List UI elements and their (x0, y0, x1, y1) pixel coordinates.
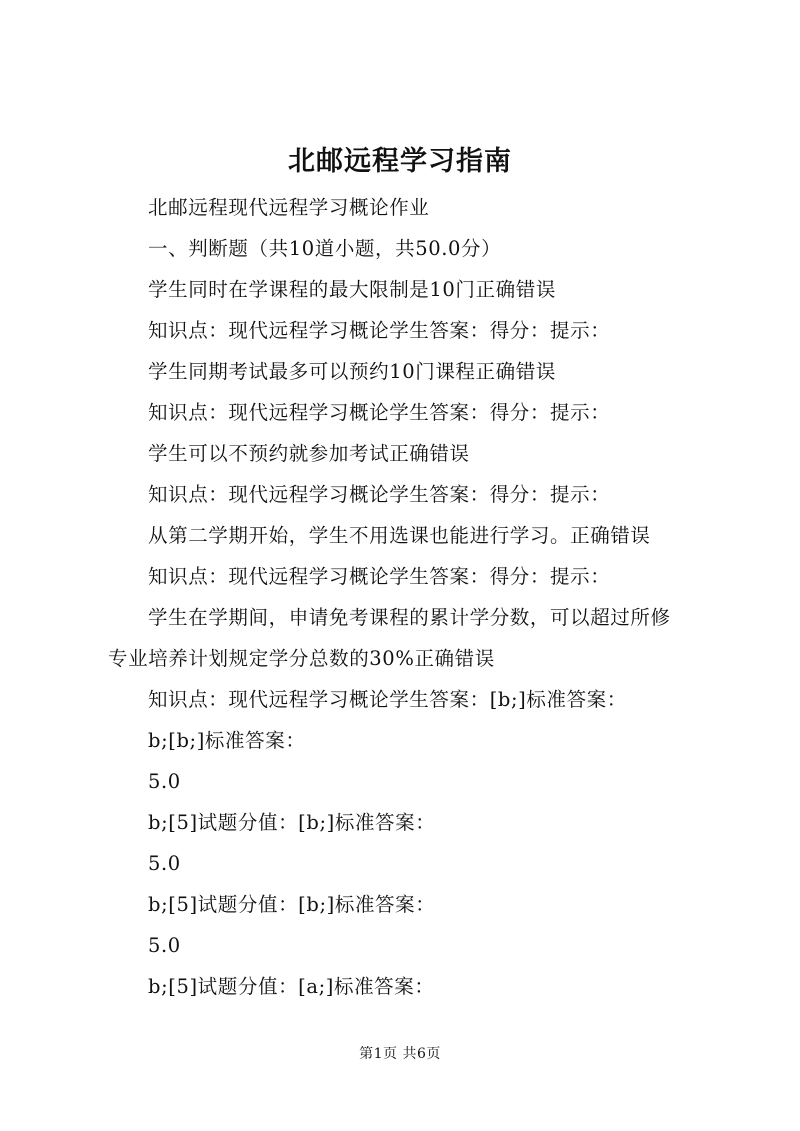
paragraph-line: 从第二学期开始，学生不用选课也能进行学习。正确错误 (148, 524, 651, 547)
page-footer: 第1页 共6页 (359, 1046, 441, 1062)
paragraph-line: 学生同期考试最多可以预约10门课程正确错误 (148, 360, 556, 383)
paragraph-line: 知识点：现代远程学习概论学生答案：得分：提示： (148, 319, 611, 342)
paragraph-line: b;[5]试题分值：[b;]标准答案： (148, 811, 436, 834)
paragraph-line: 5.0 (148, 934, 181, 957)
paragraph-line: 知识点：现代远程学习概论学生答案：得分：提示： (148, 401, 611, 424)
paragraph-line: 知识点：现代远程学习概论学生答案：[b;]标准答案： (148, 688, 627, 711)
paragraph-line: 5.0 (148, 852, 181, 875)
paragraph-line: 知识点：现代远程学习概论学生答案：得分：提示： (148, 483, 611, 506)
paragraph-line: 知识点：现代远程学习概论学生答案：得分：提示： (148, 565, 611, 588)
paragraph-line: 学生同时在学课程的最大限制是10门正确错误 (148, 278, 556, 301)
paragraph-line: 专业培养计划规定学分总数的30%正确错误 (108, 647, 495, 670)
paragraph-line: 北邮远程现代远程学习概论作业 (148, 196, 430, 219)
paragraph-line: 5.0 (148, 770, 181, 793)
paragraph-line: b;[5]试题分值：[a;]标准答案： (148, 975, 435, 998)
paragraph-line: b;[b;]标准答案： (148, 729, 306, 752)
paragraph-line: 一、判断题（共10道小题，共50.0分） (148, 237, 502, 260)
document-title: 北邮远程学习指南 (288, 146, 512, 177)
paragraph-line: b;[5]试题分值：[b;]标准答案： (148, 893, 436, 916)
document-body (108, 187, 698, 1007)
paragraph-line: 学生在学期间，申请免考课程的累计学分数，可以超过所修 (148, 606, 671, 629)
paragraph-line: 学生可以不预约就参加考试正确错误 (148, 442, 470, 465)
